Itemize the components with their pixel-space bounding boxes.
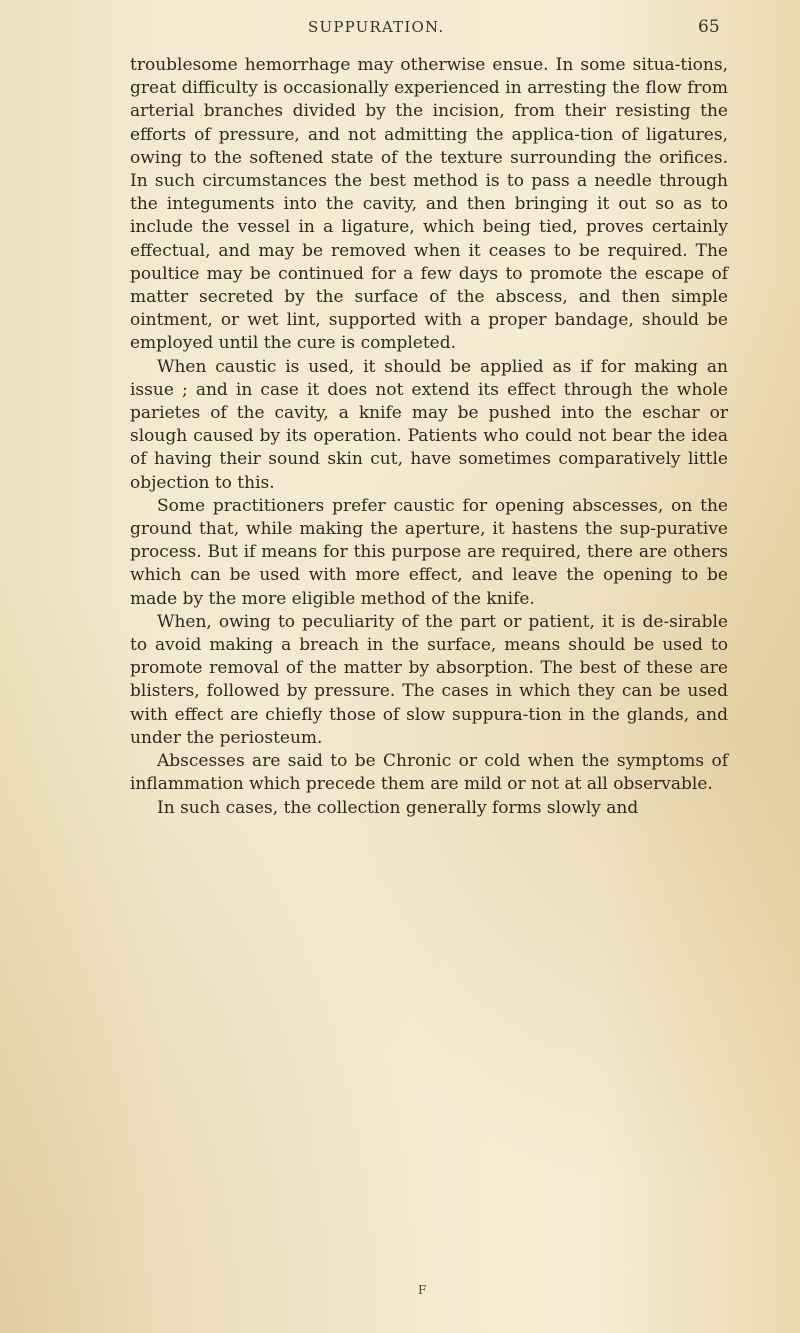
running-head: SUPPURATION.: [308, 18, 445, 36]
paragraph: troublesome hemorrhage may otherwise ensue. In some situa-tions, great difficulty is occasionally experienced in arresting the flow from arterial branches divided by the incision, from their resisting the efforts of pressure, and not admitting the applica-tion of ligatures, owing to the softened state of the texture surrounding the orifices. In such circumstances the best method is to pass a needle through the integuments into the cavity, and then bringing it out so as to include the vessel in a ligature, which being tied, proves certainly effectual, and may be removed when it ceases to be required. The poultice may be continued for a few days to promote the escape of matter secreted by the surface of the abscess, and then simple ointment, or wet lint, supported with a proper bandage, should be employed until the cure is completed.: [130, 55, 728, 354]
body-text: [130, 54, 728, 820]
signature-mark: F: [418, 1283, 427, 1297]
paragraph: Abscesses are said to be Chronic or cold when the symptoms of inflammation which precede them are mild or not at all observable.: [130, 751, 728, 795]
paragraph: When, owing to peculiarity of the part or patient, it is de-sirable to avoid making a breach in the surface, means should be used to promote removal of the matter by absorption. The best of these are blisters, followed by pressure. The cases in which they can be used with effect are chiefly those of slow suppura-tion in the glands, and under the periosteum.: [130, 611, 728, 748]
page-number: 65: [698, 17, 720, 37]
paragraph: Some practitioners prefer caustic for opening abscesses, on the ground that, while making the aperture, it hastens the sup-purative process. But if means for this purpose are required, there are others which can be used with more effect, and leave the opening to be made by the more eligible method of the knife.: [130, 495, 728, 609]
page-header: [0, 14, 800, 42]
paragraph: In such cases, the collection generally forms slowly and: [157, 797, 639, 818]
paragraph: When caustic is used, it should be applied as if for making an issue ; and in case it does not extend its effect through the whole parietes of the cavity, a knife may be pushed into the eschar or slough caused by its operation. Patients who could not bear the idea of having their sound skin cut, have sometimes comparatively little objection to this.: [130, 356, 728, 493]
